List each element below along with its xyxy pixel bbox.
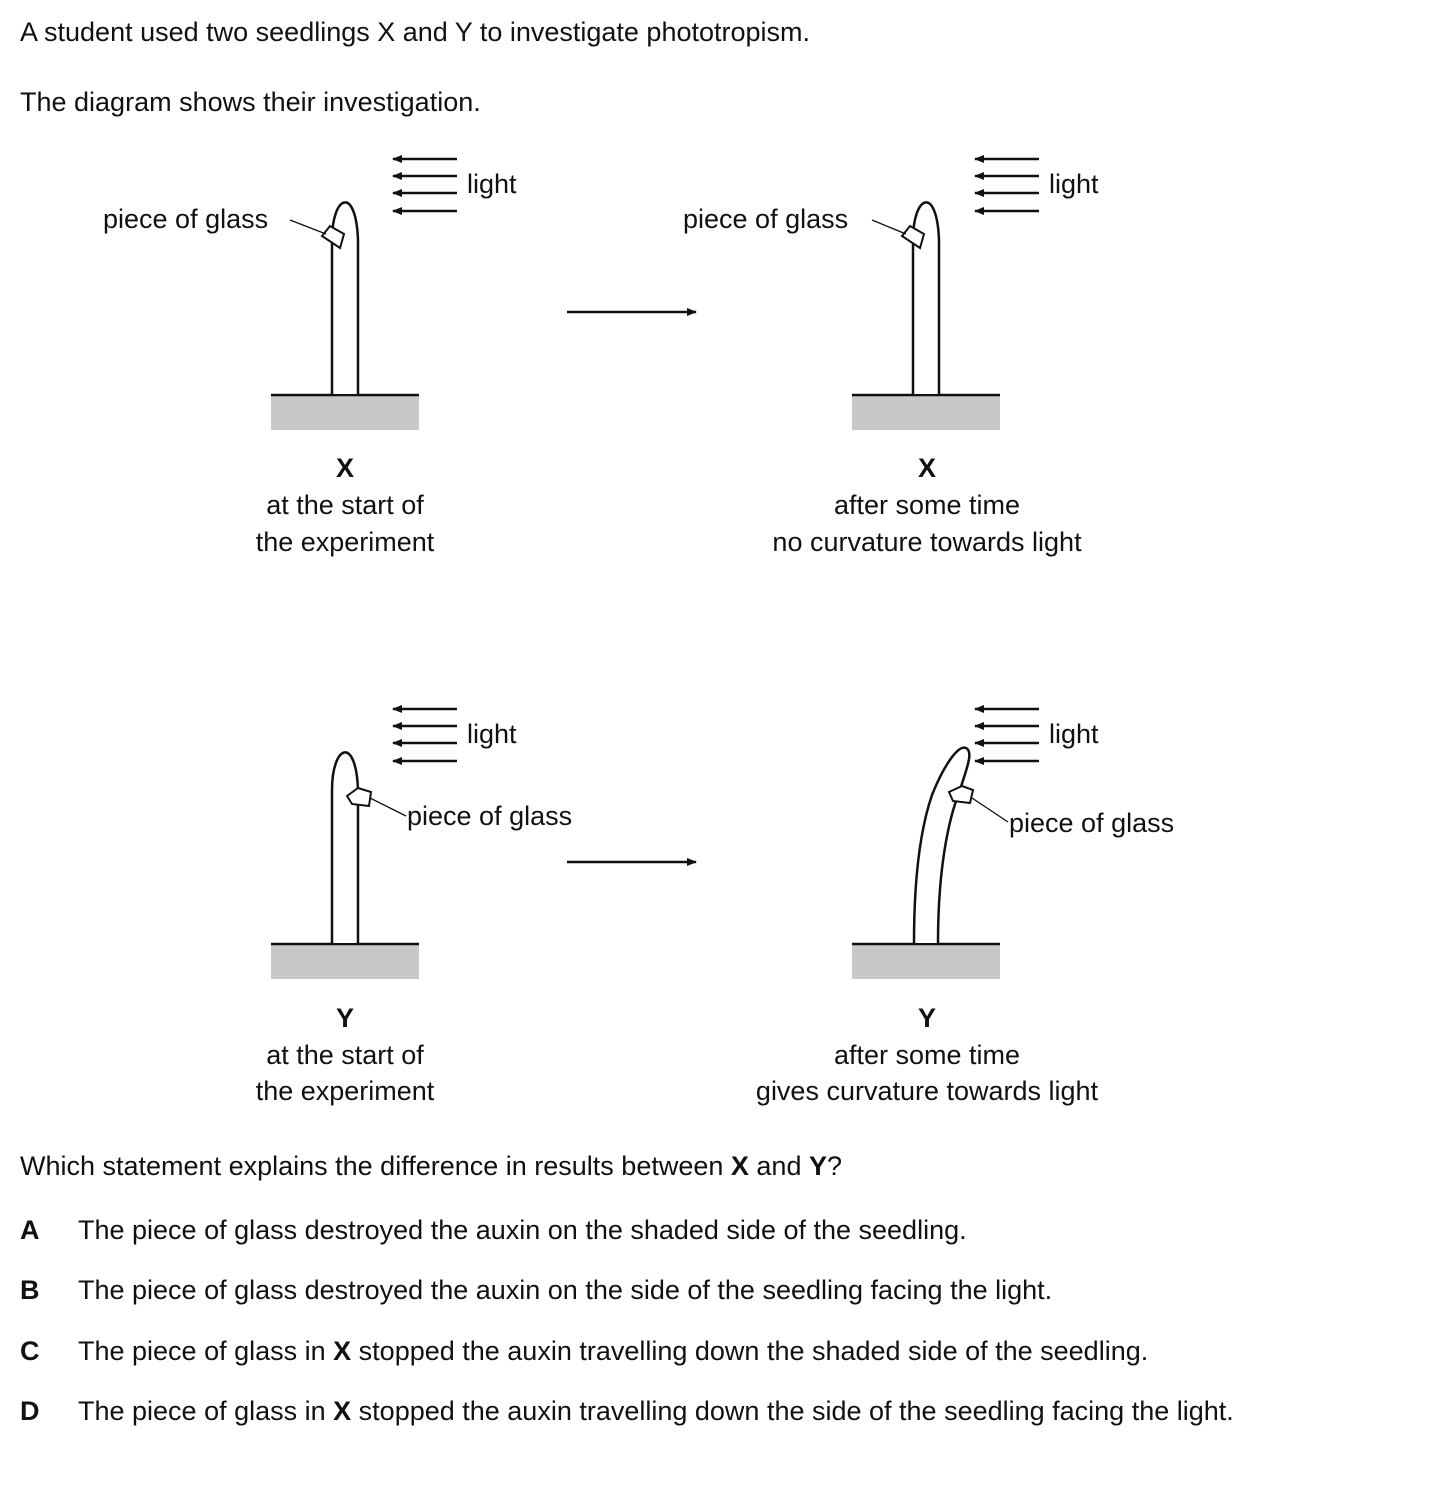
- seedling-shoot: [332, 752, 358, 943]
- caption-line-2: the experiment: [255, 527, 435, 557]
- soil: [271, 395, 419, 430]
- panel-x-start: [103, 159, 517, 557]
- option-text-pre: The piece of glass in: [78, 1336, 334, 1366]
- glass-label: piece of glass: [103, 204, 269, 234]
- option-b[interactable]: [20, 1273, 1380, 1307]
- glass-leader-line: [972, 798, 1008, 822]
- question-x: X: [730, 1151, 749, 1181]
- question-pre: Which statement explains the difference in results between: [20, 1151, 731, 1181]
- seedling-id: Y: [335, 1003, 355, 1033]
- option-text-bold: X: [333, 1336, 352, 1366]
- panel-y-after: [756, 709, 1174, 1106]
- option-text: [78, 1273, 1380, 1307]
- light-label: light: [467, 719, 517, 749]
- option-a[interactable]: [20, 1213, 1380, 1247]
- option-text: [78, 1334, 1380, 1368]
- question-and: and: [748, 1151, 809, 1181]
- glass-leader-line: [872, 220, 906, 234]
- option-letter: C: [20, 1336, 40, 1366]
- option-text-post: stopped the auxin travelling down the side of the seedling facing the light.: [351, 1396, 1234, 1426]
- caption-line-2: the experiment: [255, 1076, 435, 1106]
- seedling-id: Y: [917, 1003, 937, 1033]
- question-y: Y: [808, 1151, 827, 1181]
- caption-line-1: at the start of: [266, 1040, 424, 1070]
- panel-x-after: [683, 159, 1099, 557]
- glass-label: piece of glass: [1009, 808, 1175, 838]
- option-text: [78, 1213, 1380, 1247]
- seedling-id: X: [335, 453, 355, 483]
- light-label: light: [467, 169, 517, 199]
- option-text-bold: X: [333, 1396, 352, 1426]
- soil: [271, 944, 419, 979]
- intro-line-1: A student used two seedlings X and Y to investigate phototropism.: [20, 17, 811, 47]
- seedling-id: X: [917, 453, 937, 483]
- light-arrows: [393, 709, 457, 761]
- panel-y-start: [256, 709, 572, 1106]
- question-text: [20, 1150, 842, 1182]
- soil: [852, 395, 1000, 430]
- light-arrows: [393, 159, 457, 211]
- option-text-pre: The piece of glass destroyed the auxin on the shaded side of the seedling.: [78, 1215, 967, 1245]
- option-text-pre: The piece of glass in: [78, 1396, 334, 1426]
- seedling-shoot-curved: [914, 748, 969, 943]
- light-label: light: [1049, 719, 1099, 749]
- light-arrows: [975, 709, 1039, 761]
- glass-leader-line: [370, 798, 406, 816]
- option-text-post: stopped the auxin travelling down the shaded side of the seedling.: [351, 1336, 1149, 1366]
- caption-line-1: after some time: [833, 1040, 1021, 1070]
- option-c[interactable]: [20, 1334, 1380, 1368]
- glass-leader-line: [290, 220, 326, 234]
- light-arrows: [975, 159, 1039, 211]
- intro-line-2: The diagram shows their investigation.: [20, 87, 481, 117]
- caption-line-2: no curvature towards light: [772, 527, 1082, 557]
- light-label: light: [1049, 169, 1099, 199]
- option-letter: B: [20, 1275, 40, 1305]
- option-text-pre: The piece of glass destroyed the auxin on the side of the seedling facing the light.: [78, 1275, 1053, 1305]
- option-text: [78, 1394, 1380, 1428]
- option-letter: D: [20, 1396, 40, 1426]
- question-post: ?: [826, 1151, 843, 1181]
- option-letter: A: [20, 1215, 40, 1245]
- soil: [852, 944, 1000, 979]
- caption-line-1: after some time: [833, 490, 1021, 520]
- glass-label: piece of glass: [683, 204, 849, 234]
- caption-line-1: at the start of: [266, 490, 424, 520]
- caption-line-2: gives curvature towards light: [755, 1076, 1099, 1106]
- glass-label: piece of glass: [407, 801, 573, 831]
- option-d[interactable]: [20, 1394, 1380, 1428]
